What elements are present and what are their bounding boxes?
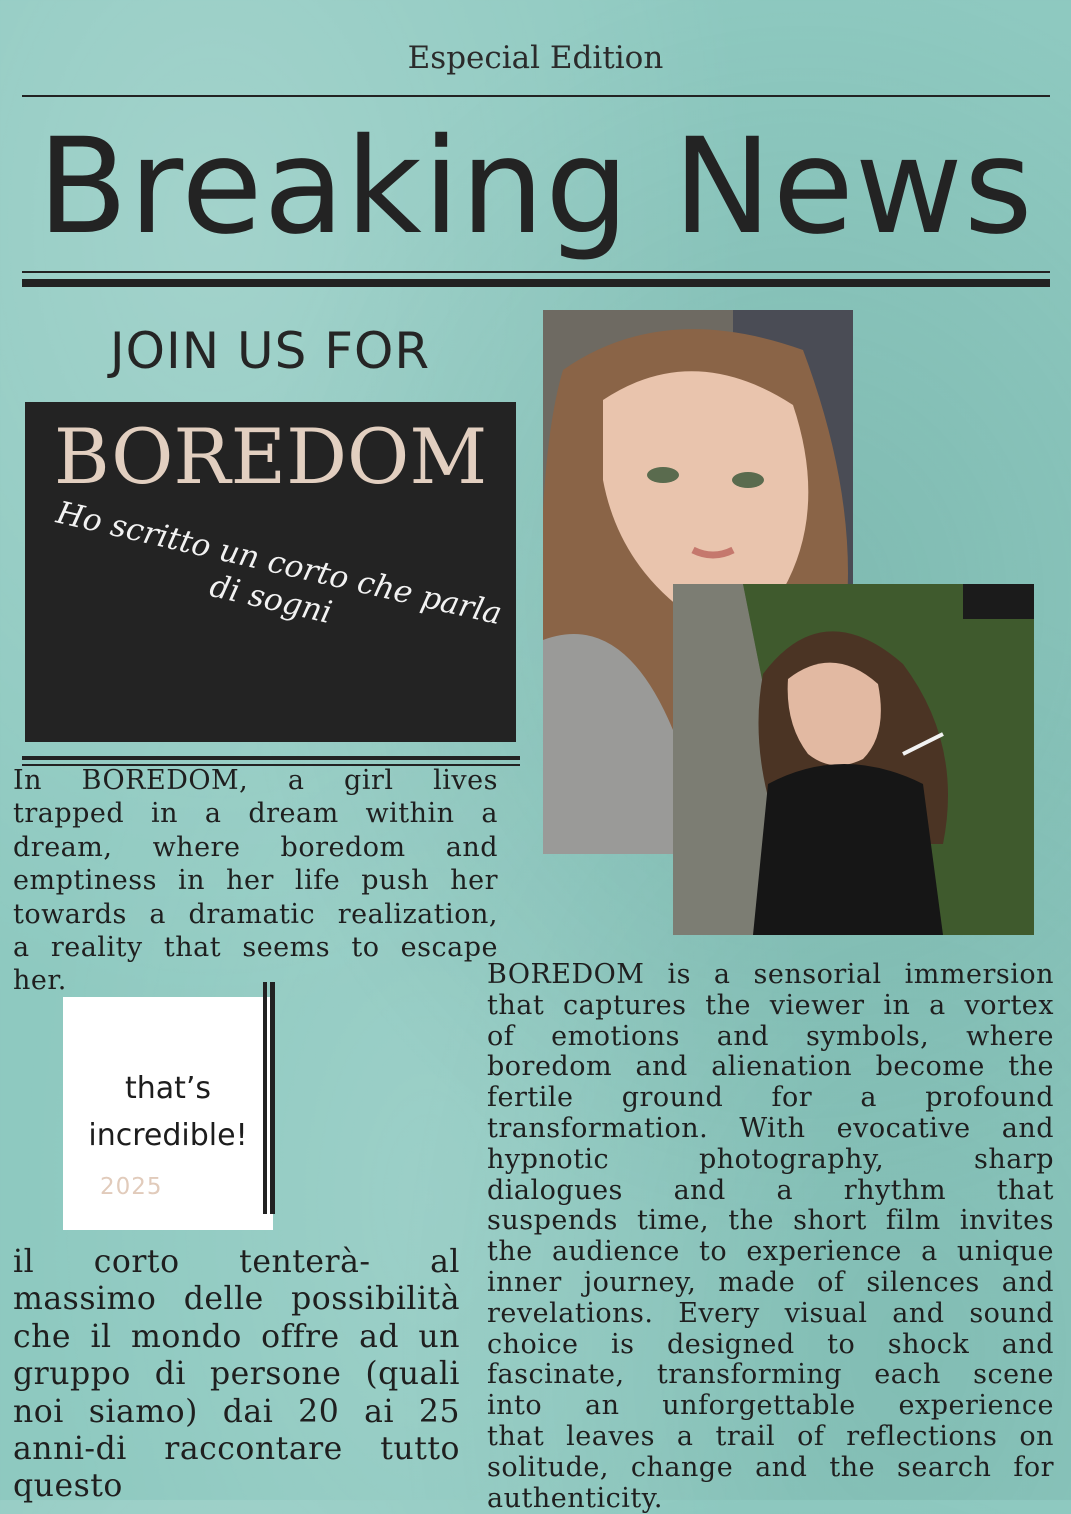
italian-paragraph [13, 1244, 460, 1506]
italian-line: che il mondo offre ad un [13, 1318, 460, 1355]
top-rule [22, 95, 1050, 97]
headline-rule-thick [22, 279, 1050, 287]
intro-line: In BOREDOM, a girl lives [13, 765, 498, 796]
intro-line: trapped in a dream within a [13, 798, 498, 830]
intro-line: emptiness in her life push her [13, 865, 498, 897]
description-line: BOREDOM is a sensorial immersion [487, 959, 1054, 990]
description-line: choice is designed to shock and [487, 1328, 1054, 1360]
feature-rule-1 [22, 756, 520, 760]
italian-line: anni-di raccontare tutto [13, 1431, 460, 1468]
italian-line: noi siamo) dai 20 ai 25 [13, 1393, 460, 1430]
description-line: of emotions and symbols, where [487, 1020, 1054, 1052]
night-illustration [673, 584, 1034, 935]
headline-rule-thin [22, 271, 1050, 273]
edition-label: Especial Edition [407, 40, 664, 76]
description-line: that captures the viewer in a vortex [487, 989, 1054, 1021]
card-year: 2025 [100, 1174, 163, 1200]
description-line: revelations. Every visual and sound [487, 1297, 1054, 1329]
description-paragraph [487, 960, 1054, 1514]
description-line: authenticity. [487, 1482, 663, 1514]
italian-line: il corto tenterà- al [13, 1244, 460, 1280]
intro-paragraph [13, 764, 498, 998]
description-line: suspends time, the short film invites [487, 1205, 1054, 1237]
description-line: inner journey, made of silences and [487, 1266, 1054, 1298]
description-line: boredom and alienation become the [487, 1051, 1054, 1083]
feature-title: BOREDOM [53, 412, 488, 501]
description-line: dialogues and a rhythm that [487, 1174, 1054, 1206]
description-line: into an unforgettable experience [487, 1390, 1054, 1422]
description-line: transformation. With evocative and [487, 1112, 1054, 1144]
italian-line: gruppo di persone (quali [13, 1356, 460, 1393]
description-line: hypnotic photography, sharp [487, 1143, 1054, 1175]
night-photo [673, 584, 1034, 935]
description-line: fascinate, transforming each scene [487, 1359, 1054, 1391]
card-line: incredible! [88, 1117, 248, 1153]
description-line: that leaves a trail of reflections on [487, 1420, 1054, 1452]
join-us-heading: JOIN US FOR [109, 322, 431, 380]
card-line: that’s [124, 1071, 212, 1106]
description-line: fertile ground for a profound [487, 1082, 1054, 1114]
intro-line: her. [13, 965, 67, 997]
intro-line: dream, where boredom and [13, 831, 498, 863]
headline: Breaking News [37, 110, 1034, 264]
italian-line: massimo delle possibilità [13, 1281, 460, 1318]
italian-line: questo [13, 1468, 123, 1505]
intro-line: towards a dramatic realization, [13, 898, 498, 930]
description-line: solitude, change and the search for [487, 1451, 1054, 1483]
feature-tagline: Ho scritto un corto che parla di sogni [53, 494, 506, 633]
card-text [63, 1066, 273, 1159]
description-line: the audience to experience a unique [487, 1236, 1054, 1268]
intro-line: a reality that seems to escape [13, 932, 498, 964]
